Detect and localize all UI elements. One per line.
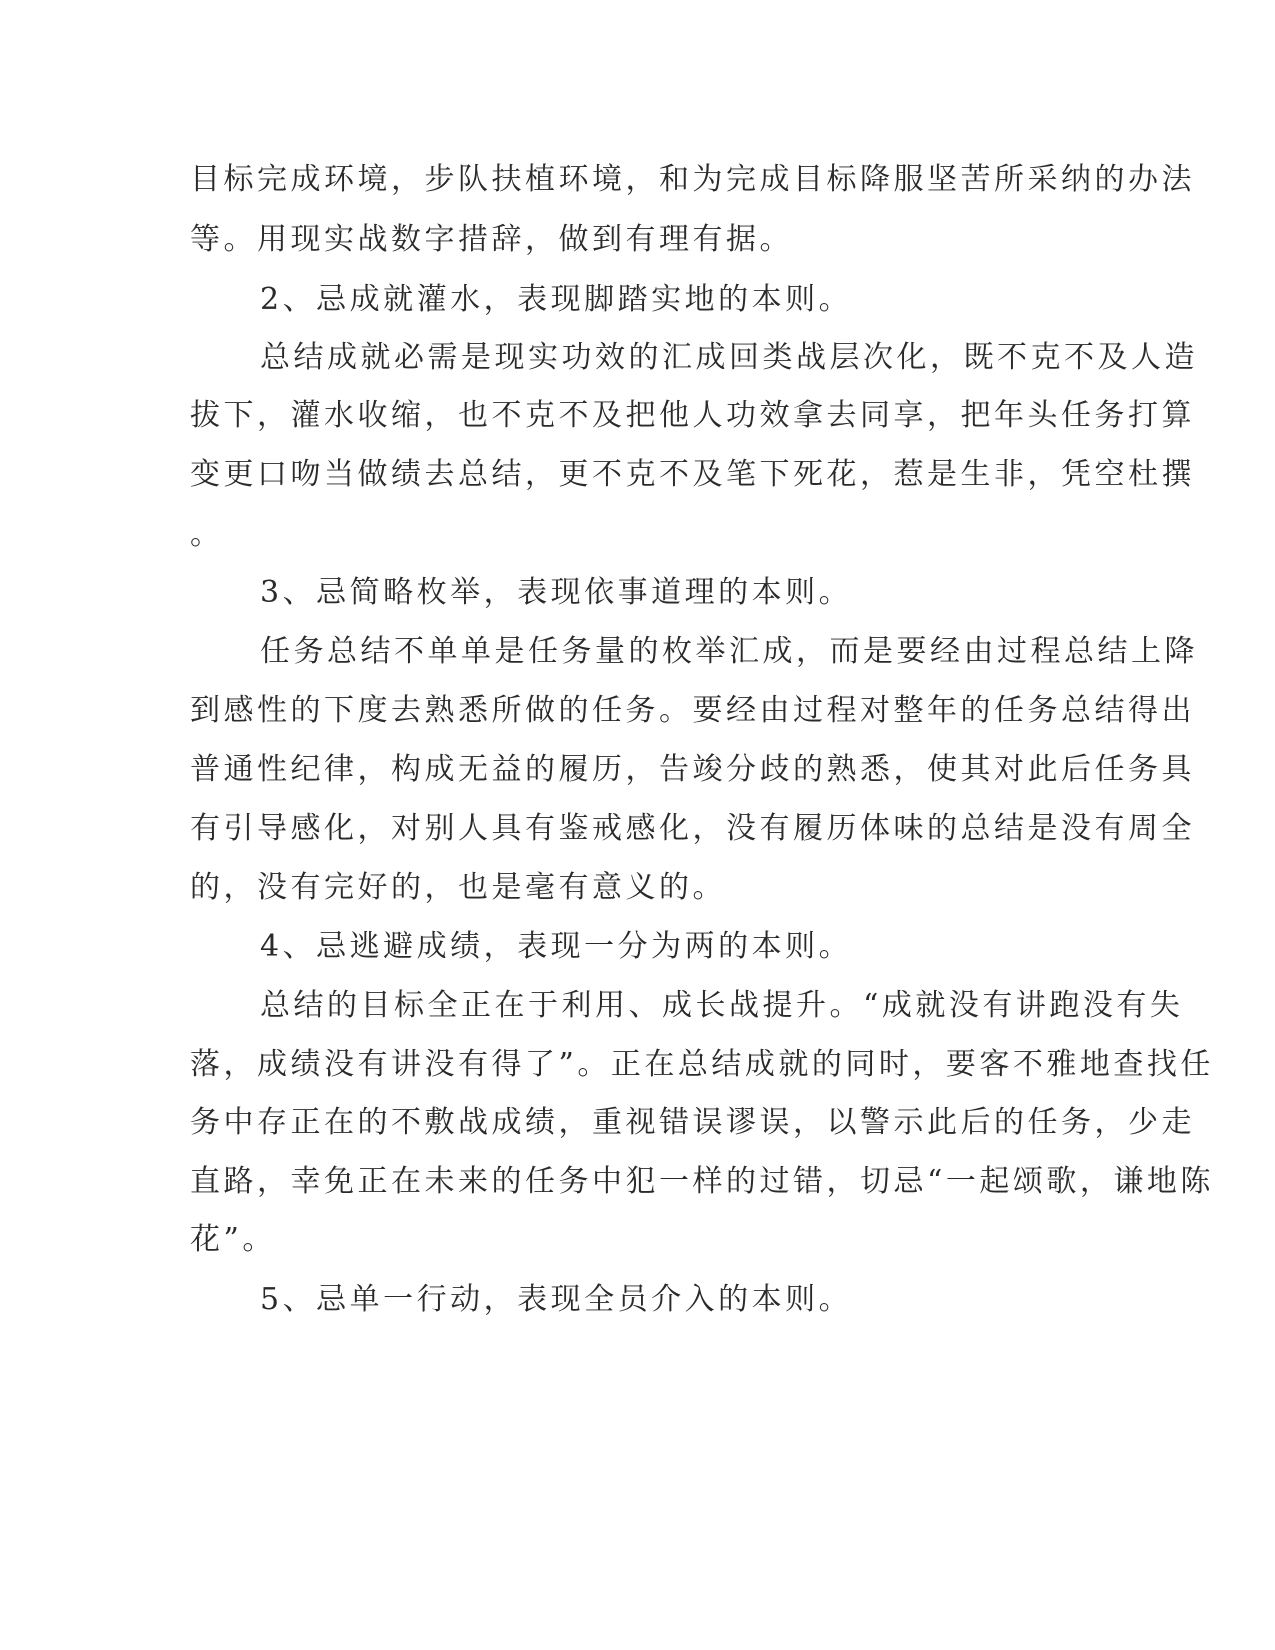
section-heading-2: 2、忌成就灌水，表现脚踏实地的本则。 [260,282,853,317]
paragraph-line: 到感性的下度去熟悉所做的任务。要经由过程对整年的任务总结得出 [190,693,1195,728]
paragraph-line: 总结成就必需是现实功效的汇成回类战层次化，既不克不及人造 [260,340,1198,375]
paragraph-line: 变更口吻当做绩去总结，更不克不及笔下死花，惹是生非，凭空杜撰 [190,457,1195,492]
paragraph-line: 任务总结不单单是任务量的枚举汇成，而是要经由过程总结上降 [260,634,1198,669]
paragraph-line: 务中存正在的不敷战成绩，重视错误谬误，以警示此后的任务，少走 [190,1105,1195,1140]
paragraph-line: 直路，幸免正在未来的任务中犯一样的过错，切忌“一起颂歌，谦地陈 [190,1164,1214,1199]
paragraph-line: 目标完成环境，步队扶植环境，和为完成目标降服坚苦所采纳的办法 [190,162,1195,197]
section-heading-4: 4、忌逃避成绩，表现一分为两的本则。 [260,929,853,964]
section-heading-5: 5、忌单一行动，表现全员介入的本则。 [260,1282,853,1317]
paragraph-line: 拔下，灌水收缩，也不克不及把他人功效拿去同享，把年头任务打算 [190,398,1195,433]
paragraph-line: 等。用现实战数字措辞，做到有理有据。 [190,222,793,257]
paragraph-line: 普通性纪律，构成无益的履历，告竣分歧的熟悉，使其对此后任务具 [190,752,1195,787]
paragraph-line: 落，成绩没有讲没有得了”。正在总结成就的同时，要客不雅地查找任 [190,1047,1214,1082]
paragraph-line: 总结的目标全正在于利用、成长战提升。“成就没有讲跑没有失 [260,988,1184,1023]
paragraph-line: 有引导感化，对别人具有鉴戒感化，没有履历体味的总结是没有周全 [190,811,1195,846]
paragraph-line: 。 [190,517,224,552]
section-heading-3: 3、忌简略枚举，表现依事道理的本则。 [260,575,853,610]
paragraph-line: 的，没有完好的，也是毫有意义的。 [190,870,726,905]
paragraph-line: 花”。 [190,1222,276,1257]
